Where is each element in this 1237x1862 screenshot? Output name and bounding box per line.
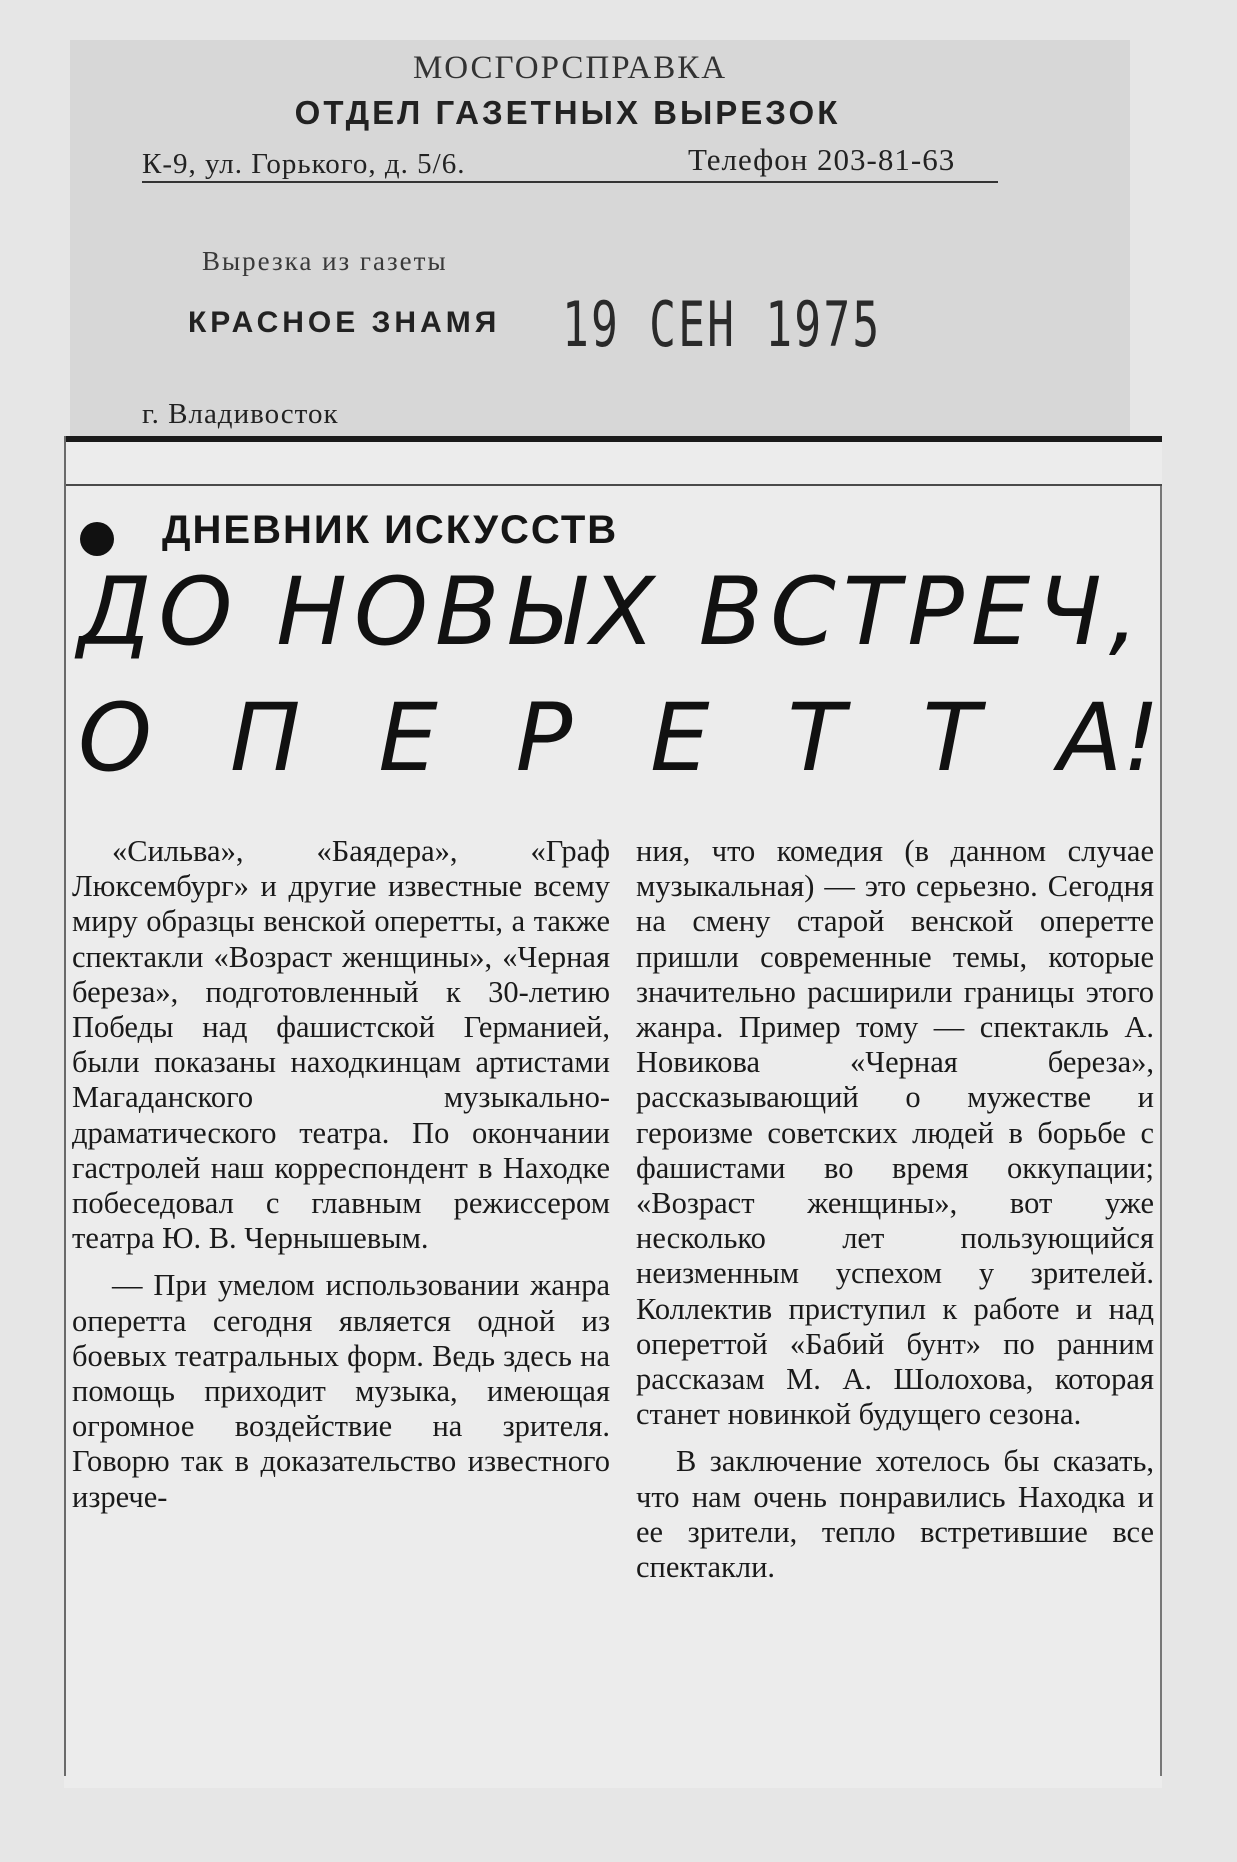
clipping-top-rule (64, 436, 1162, 442)
article-headline (78, 558, 1168, 793)
article-paragraph-intro: «Сильва», «Баядера», «Граф Люксембург» и другие известные всему миру образцы венской оперетты, а также спектакли «Возраст женщины», «Черная береза», подготовленный к 30-летию Победы над фашистской Германией, были показаны находкинцам артистами Магаданского музыкально-драматического театра. По окончании гастролей наш корреспондент в Находке побеседовал с главным режиссером театра Ю. В. Чернышевым. (72, 834, 610, 1256)
article-paragraph-conclusion: В заключение хотелось бы сказать, что нам очень понравились Находка и ее зрители, тепло встретившие все спектакли. (636, 1444, 1154, 1585)
headline-letter: Е (650, 684, 710, 793)
article-column-2 (636, 834, 1154, 1585)
newspaper-city: г. Владивосток (142, 398, 339, 430)
article-paragraph-continued: ния, что комедия (в данном случае музыкальная) — это серьезно. Сегодня на смену старой венской оперетте пришли современные темы, которые значительно расширили границы этого жанра. Пример тому — спектакль А. Новикова «Черная береза», рассказывающий о мужестве и героизме советских людей в борьбе с фашистами во время оккупации; «Возраст женщины», вот уже несколько лет пользующийся неизменным успехом у зрителей. Коллектив приступил к работе и над опереттой «Бабий бунт» по ранним рассказам М. А. Шолохова, которая станет новинкой будущего сезона. (636, 834, 1154, 1432)
headline-letter: Р (515, 684, 573, 793)
department-name: ОТДЕЛ ГАЗЕТНЫХ ВЫРЕЗОК (294, 94, 841, 131)
article-column-1 (72, 834, 610, 1515)
headline-line-2 (78, 684, 1160, 793)
headline-letter: О (78, 684, 152, 793)
clipping-left-edge (64, 436, 66, 1776)
date-stamp: 19 СЕН 1975 (562, 288, 882, 361)
headline-letter: Т (922, 684, 981, 793)
agency-address: К-9, ул. Горького, д. 5/6. (142, 148, 466, 180)
rubric-bullet-icon (80, 522, 114, 556)
address-underline (142, 181, 998, 183)
headline-letter: П (229, 684, 301, 793)
headline-letter: А! (1057, 684, 1160, 793)
clipping-second-rule (64, 484, 1162, 486)
agency-phone: Телефон 203-81-63 (688, 142, 956, 177)
agency-name: МОСГОРСПРАВКА (412, 50, 728, 86)
clipping-label: Вырезка из газеты (202, 246, 448, 276)
article-paragraph-interview: — При умелом использовании жанра оперетта сегодня является одной из боевых театральных форм. Ведь здесь на помощь приходит музыка, имеющая огромное воздействие на зрителя. Говорю так в доказательство известного изрече- (72, 1268, 610, 1514)
headline-letter: Е (378, 684, 438, 793)
headline-line-1: ДО НОВЫХ ВСТРЕЧ, (78, 558, 1146, 667)
newspaper-name: КРАСНОЕ ЗНАМЯ (188, 306, 501, 339)
rubric-title: ДНЕВНИК ИСКУССТВ (162, 508, 619, 552)
headline-letter: Т (787, 684, 845, 793)
newspaper-clipping (64, 436, 1162, 1788)
